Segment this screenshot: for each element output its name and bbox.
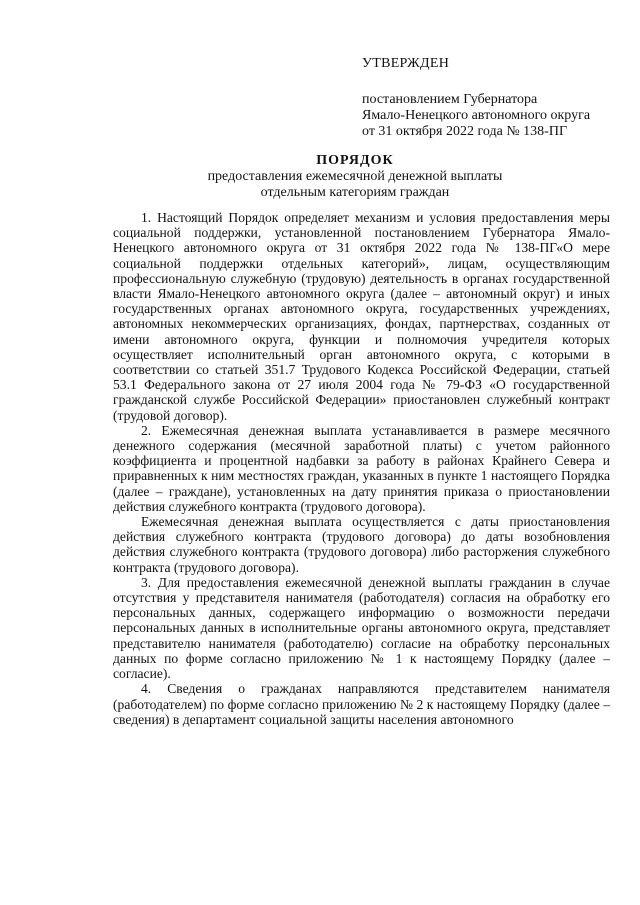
approval-stamp: УТВЕРЖДЕН [362, 56, 450, 71]
approval-line: постановлением Губернатора [362, 92, 538, 107]
document-subtitle-line: отдельным категориям граждан [260, 185, 450, 200]
approval-line: от 31 октября 2022 года № 138-ПГ [362, 124, 568, 139]
document-title: ПОРЯДОК [316, 153, 394, 168]
approval-line: Ямало-Ненецкого автономного округа [362, 108, 591, 123]
document-body [113, 210, 610, 727]
document-subtitle-line: предоставления ежемесячной денежной выплаты [207, 169, 503, 184]
paragraph: 2. Ежемесячная денежная выплата устанавливается в размере месячного денежного содержания (месячной заработной платы) с учетом районного коэффициента и процентной надбавки за работу в районах Крайнего Севера и приравненных к ним местностях граждан, указанных в пункте 1 настоящего Порядка (далее – граждане), установленных на дату принятия приказа о приостановлении действия служебного контракта (трудового договора). [113, 422, 610, 514]
title-block [100, 153, 610, 201]
approval-block [362, 56, 590, 140]
paragraph: Ежемесячная денежная выплата осуществляется с даты приостановления действия служебного контракта (трудового договора) до даты возобновления действия служебного контракта (трудового договора) либо расторжения служебного контракта (трудового договора). [113, 514, 610, 575]
paragraph: 1. Настоящий Порядок определяет механизм и условия предоставления меры социальной поддержки, установленной постановлением Губернатора Ямало-Ненецкого автономного округа от 31 октября 2022 года № 138-ПГ«О мере социальной поддержки отдельных категорий», лицам, осуществляющим профессиональную служебную (трудовую) деятельность в органах государственной власти Ямало-Ненецкого автономного округа (далее – автономный округ) и иных государственных органах автономного округа, государственных учреждениях, автономных некоммерческих организациях, фондах, партнерствах, созданных от имени автономного округа, функции и полномочия учредителя которых осуществляет исполнительный орган автономного округа, с которыми в соответствии со статьей 351.7 Трудового Кодекса Российской Федерации, статьей 53.1 Федерального закона от 27 июля 2004 года № 79-ФЗ «О государственной гражданской службе Российской Федерации» приостановлен служебный контракт (трудовой договор). [113, 210, 610, 423]
paragraph: 4. Сведения о гражданах направляются представителем нанимателя (работодателем) по форме согласно приложению № 2 к настоящему Порядку (далее – сведения) в департамент социальной защиты населения автономного [113, 681, 610, 727]
paragraph: 3. Для предоставления ежемесячной денежной выплаты гражданин в случае отсутствия у представителя нанимателя (работодателя) согласия на обработку его персональных данных, содержащего информацию о возможности передачи персональных данных в исполнительные органы автономного округа, представляет представителю нанимателя (работодателю) согласие на обработку персональных данных по форме согласно приложению № 1 к настоящему Порядку (далее – согласие). [113, 574, 610, 682]
